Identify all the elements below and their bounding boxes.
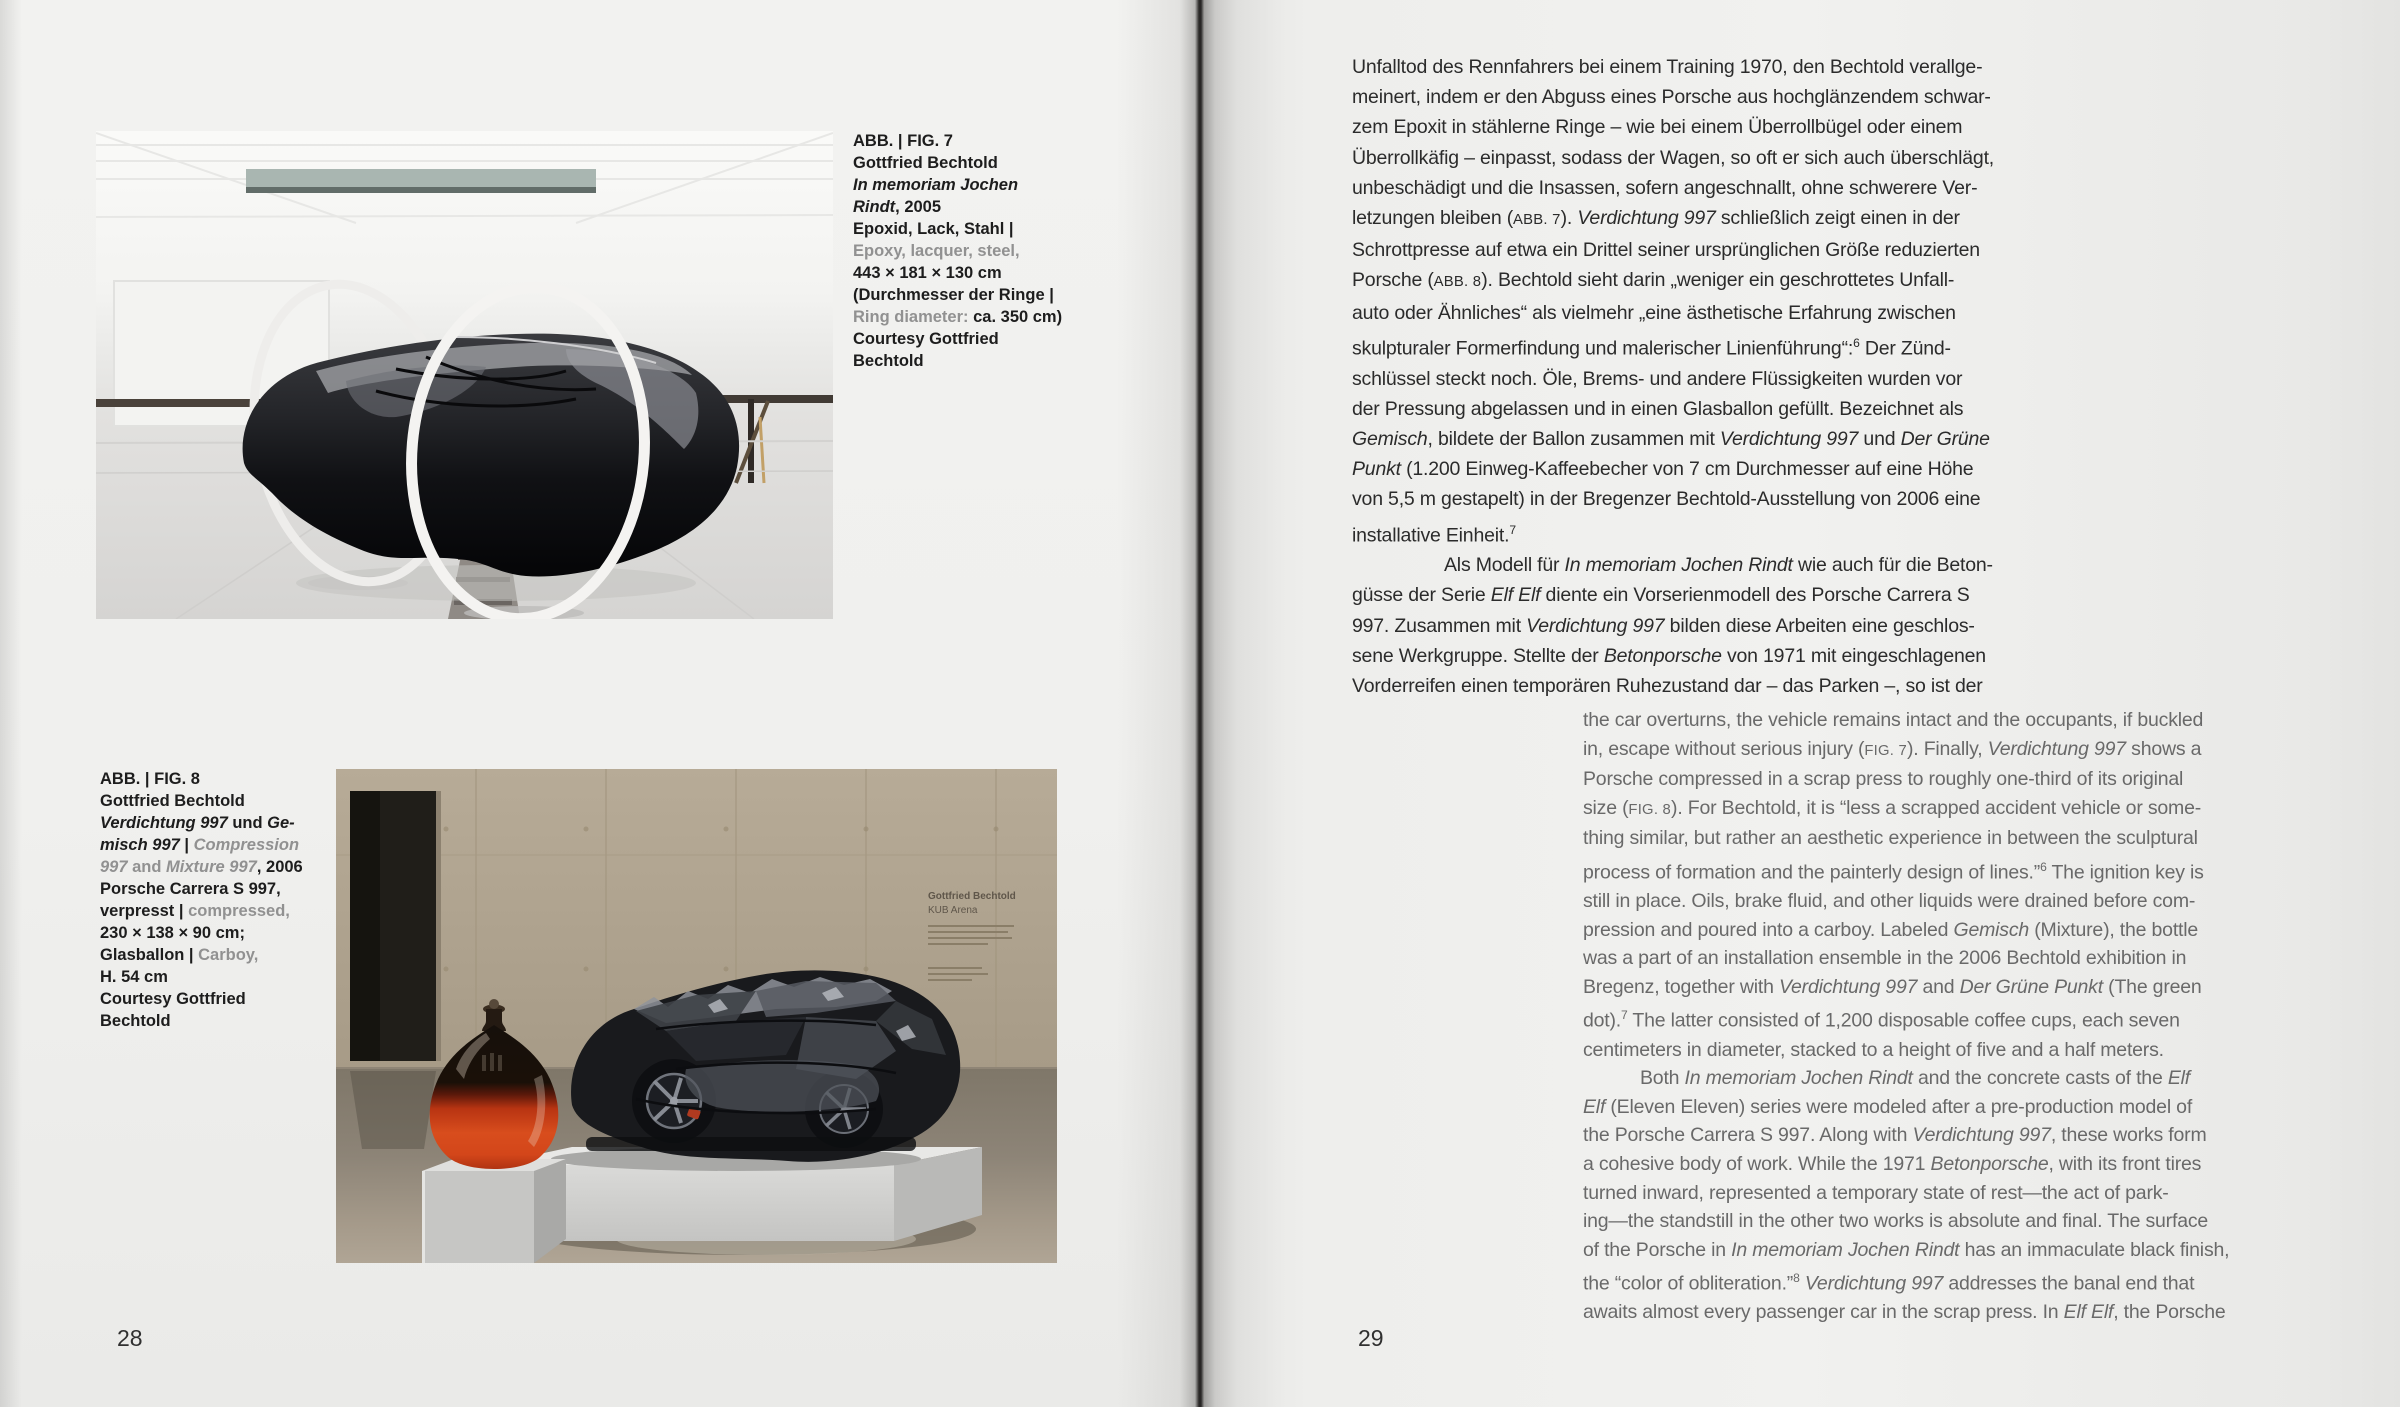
- skylight-edge: [246, 187, 596, 193]
- page-number-right: 29: [1358, 1325, 1384, 1351]
- english-paragraph-1: the car overturns, the vehicle remains intact and the occupants, if buckled in, escape without serious injury (FIG. 7). Finally, Verdichtung 997 shows a Porsche compressed in a scrap press to roughly one-third of its original size (FIG. 8). For Bechtold, it is “less a scrapped accident vehicle or some- thing similar, but rather an aesthetic experience in between the sculptural process of formation and the painterly design of lines.”$^6$ The ignition key is still in place. Oils, brake fluid, and other liquids were drained before com- pression and poured into a carboy. Labeled Gemisch (Mixture), the bottle was a part of an installation ensemble in the 2006 Bechtold exhibition in Bregenz, together with Verdichtung 997 and Der Grüne Punkt (The green dot).$^7$ The latter consisted of 1,200 disposable coffee cups, each seven centimeters in diameter, stacked to a height of five and a half meters.: [1583, 709, 2204, 1061]
- german-paragraph-2: Als Modell für In memoriam Jochen Rindt wie auch für die Beton- güsse der Serie Elf Elf diente ein Vorserienmodell des Porsche Carrera S 997. Zusammen mit Verdichtung 997 bilden diese Arbeiten eine geschlos- sene Werkgruppe. Stellte der Betonporsche von 1971 mit eingeschlagenen Vorderreifen einen temporären Ruhezustand dar – das Parken –, so ist der: [1352, 554, 1993, 698]
- carboy-window-reflection: [482, 1053, 502, 1071]
- wall-label-subtitle: KUB Arena: [928, 905, 978, 916]
- carboy-stopper: [489, 999, 499, 1009]
- under-car-gap: [586, 1137, 916, 1151]
- doorway-inner: [350, 791, 380, 1061]
- german-paragraph-1: Unfalltod des Rennfahrers bei einem Training 1970, den Bechtold verallge- meinert, indem er den Abguss eines Porsche aus hochglänzendem schwar- zem Epoxit in stählerne Ringe – wie bei einem Überrollbügel oder einem Überrollkäfig – einpasst, sodass der Wagen, so oft er sich auch überschlägt, unbeschädigt und die Insassen, sofern angeschnallt, ohne schwerere Ver- letzungen bleiben (ABB. 7). Verdichtung 997 schließlich zeigt einen in der Schrottpresse auf etwa ein Drittel seiner ursprünglichen Größe reduzierten Porsche (ABB. 8). Bechtold sieht darin „weniger ein geschrottetes Unfall- auto oder Ähnliches“ als vielmehr „eine ästhetische Erfahrung zwischen skulpturaler Formerfindung und malerischer Linienführung“:$^6$ Der Zünd- schlüssel steckt noch. Öle, Brems- und andere Flüssigkeiten wurden vor der Pressung abgelassen und in einen Glasballon gefüllt. Bezeichnet als Gemisch, bildete der Ballon zusammen mit Verdichtung 997 und Der Grüne Punkt (1.200 Einweg-Kaffeebecher von 7 cm Durchmesser auf eine Höhe von 5,5 m gestapelt) in der Bregenzer Bechtold-Ausstellung von 2006 eine installative Einheit.$^7$: [1352, 56, 1995, 547]
- page-number-left: 28: [117, 1325, 143, 1351]
- fig7-photo-scene: [96, 131, 833, 619]
- carboy-pedestal: [422, 1159, 566, 1263]
- doorway-reflection: [350, 1071, 436, 1149]
- fig8-photo: [336, 769, 1057, 1263]
- fig7-photo: [96, 131, 833, 619]
- english-paragraph-2: Both In memoriam Jochen Rindt and the concrete casts of the Elf Elf (Eleven Eleven) series were modeled after a pre-production model of the Porsche Carrera S 997. Along with Verdichtung 997, these works form a cohesive body of work. While the 1971 Betonporsche, with its front tires turned inward, represented a temporary state of rest—the act of park- ing—the standstill in the other two works is absolute and final. The surface of the Porsche in In memoriam Jochen Rindt has an immaculate black finish, the “color of obliteration.”$^8$ Verdichtung 997 addresses the banal end that awaits almost every passenger car in the scrap press. In Elf Elf, the Porsche: [1583, 1067, 2230, 1324]
- fig8-photo-scene: [336, 769, 1057, 1263]
- door-frame: [436, 791, 441, 1061]
- fig7-caption: ABB. | FIG. 7 Gottfried Bechtold In memoriam Jochen Rindt, 2005 Epoxid, Lack, Stahl | Epoxy, lacquer, steel, 443 × 181 × 130 cm (Durchmesser der Ringe | Ring diameter: ca. 350 cm) Courtesy Gottfried Bechtold: [853, 132, 1063, 370]
- wall-label-title: Gottfried Bechtold: [928, 891, 1016, 902]
- german-text-column: [1352, 52, 2112, 701]
- crumple-panel: [685, 1060, 879, 1112]
- fig8-caption: ABB. | FIG. 8 Gottfried Bechtold Verdichtung 997 und Ge- misch 997 | Compression 997 and Mixture 997, 2006 Porsche Carrera S 997, verpresst | compressed, 230 × 138 × 90 cm; Glasballon | Carboy, H. 54 cm Courtesy Gottfried Bechtold: [100, 770, 303, 1030]
- english-text-column: [1583, 706, 2338, 1327]
